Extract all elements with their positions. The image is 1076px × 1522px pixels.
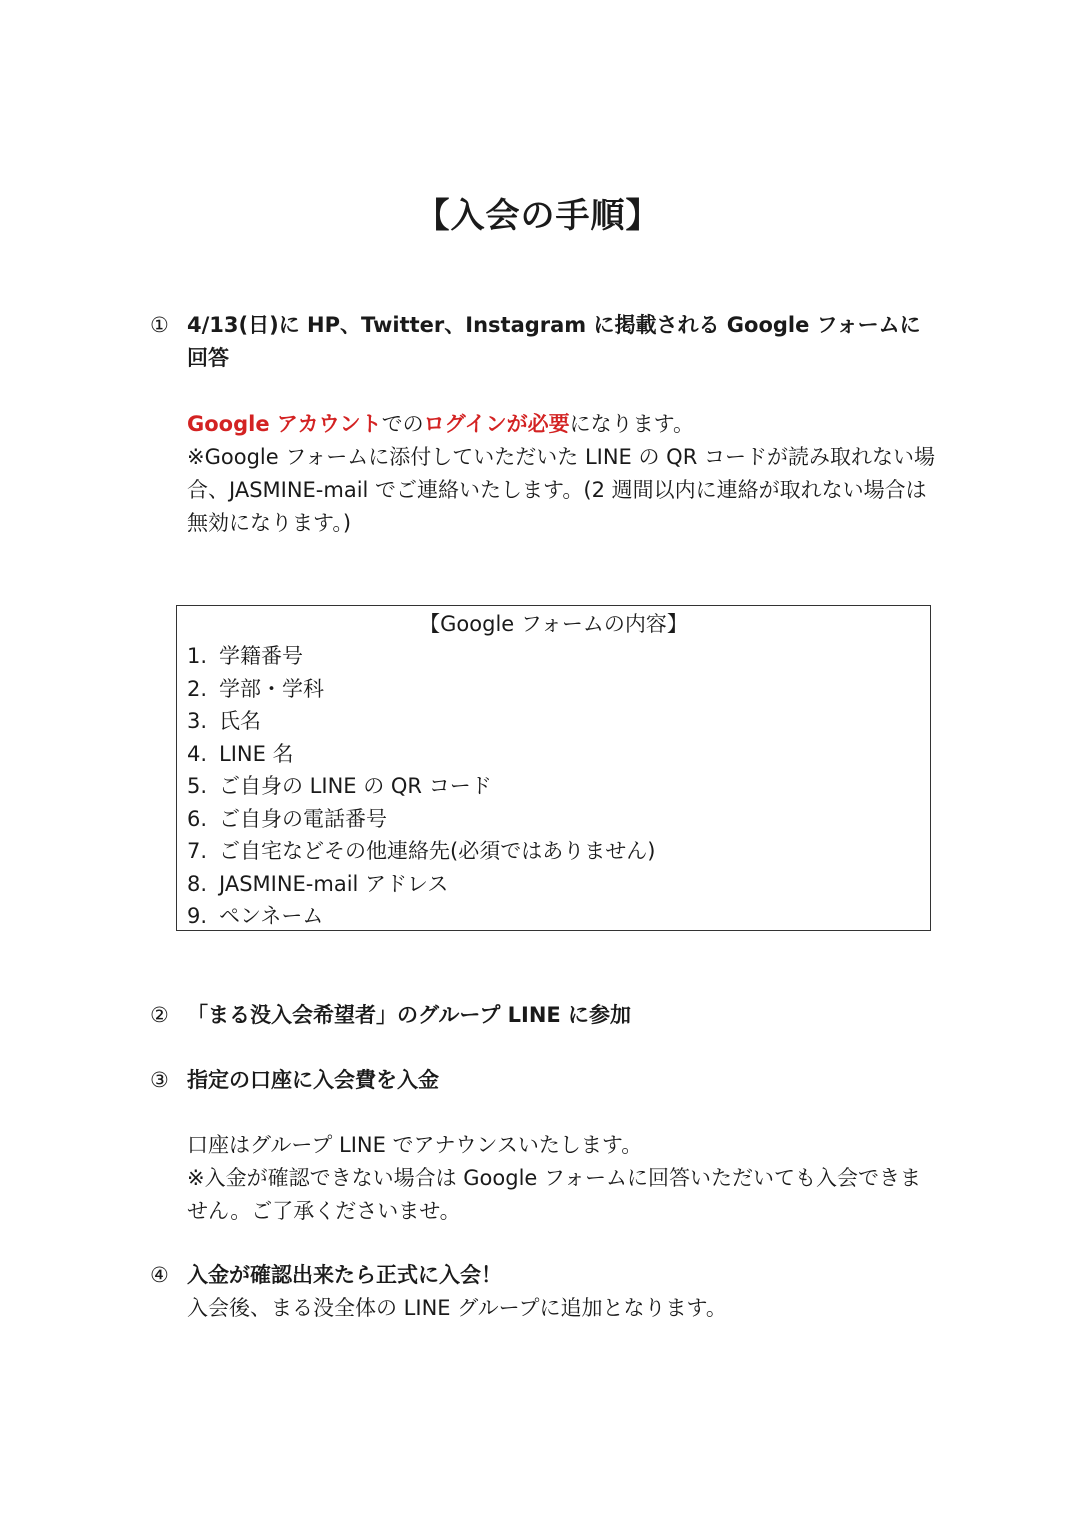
qr-code-note: ※Google フォームに添付していただいた LINE の QR コードが読み取れない場合、JASMINE-mail でご連絡いたします。(2 週間以内に連絡が取れない場合は無効になります。) bbox=[187, 445, 935, 535]
list-item bbox=[187, 835, 930, 868]
item-number: 4. bbox=[187, 741, 208, 766]
step-1 bbox=[150, 309, 940, 540]
list-item bbox=[187, 640, 930, 673]
list-item bbox=[187, 738, 930, 771]
item-number: 7. bbox=[187, 839, 208, 863]
step-title: 指定の口座に入会費を入金 bbox=[187, 1068, 439, 1092]
login-required-highlight: ログインが必要 bbox=[423, 412, 570, 436]
step-number: ② bbox=[150, 1003, 169, 1027]
list-item bbox=[187, 803, 930, 836]
payment-note: ※入金が確認できない場合は Google フォームに回答いただいても入会できません。ご了承くださいませ。 bbox=[187, 1166, 921, 1223]
form-field-list bbox=[177, 640, 930, 933]
login-note-end: になります。 bbox=[569, 412, 694, 436]
step-number: ③ bbox=[150, 1068, 169, 1092]
list-item bbox=[187, 705, 930, 738]
item-number: 5. bbox=[187, 774, 208, 798]
step-number: ① bbox=[150, 313, 169, 337]
item-label: 学籍番号 bbox=[219, 644, 303, 668]
step-title: 「まる没入会希望者」のグループ LINE に参加 bbox=[187, 1003, 632, 1027]
list-item bbox=[187, 673, 930, 706]
step-title: 入金が確認出来たら正式に入会！ bbox=[187, 1263, 502, 1287]
item-label: 学部・学科 bbox=[219, 676, 324, 701]
item-number: 2. bbox=[187, 676, 208, 701]
item-number: 3. bbox=[187, 709, 208, 733]
account-announcement: 口座はグループ LINE でアナウンスいたします。 bbox=[187, 1133, 643, 1157]
login-note bbox=[187, 408, 940, 441]
step-number: ④ bbox=[150, 1263, 169, 1287]
step-3 bbox=[150, 1064, 940, 1228]
step-4 bbox=[150, 1259, 940, 1325]
list-item bbox=[187, 770, 930, 803]
step-2 bbox=[150, 999, 940, 1032]
form-box-title: 【Google フォームの内容】 bbox=[419, 612, 688, 636]
join-note: 入会後、まる没全体の LINE グループに追加となります。 bbox=[187, 1296, 727, 1320]
step-title: 4/13(日)に HP、Twitter、Instagram に掲載される Google フォームに回答 bbox=[187, 313, 921, 370]
item-number: 1. bbox=[187, 644, 208, 668]
google-form-contents-box bbox=[176, 605, 931, 931]
item-label: ご自宅などその他連絡先(必須ではありません) bbox=[219, 839, 656, 863]
item-number: 8. bbox=[187, 871, 208, 896]
item-number: 6. bbox=[187, 806, 208, 831]
item-label: LINE 名 bbox=[219, 741, 294, 766]
list-item bbox=[187, 868, 930, 901]
item-number: 9. bbox=[187, 904, 208, 928]
item-label: ペンネーム bbox=[219, 904, 324, 928]
page-title: 【入会の手順】 bbox=[415, 196, 661, 236]
login-note-text: での bbox=[381, 412, 424, 436]
item-label: ご自身の LINE の QR コード bbox=[219, 774, 492, 798]
google-account-highlight: Google アカウント bbox=[187, 412, 382, 436]
item-label: JASMINE-mail アドレス bbox=[219, 871, 449, 896]
item-label: ご自身の電話番号 bbox=[219, 806, 387, 831]
item-label: 氏名 bbox=[219, 709, 261, 733]
list-item bbox=[187, 900, 930, 933]
